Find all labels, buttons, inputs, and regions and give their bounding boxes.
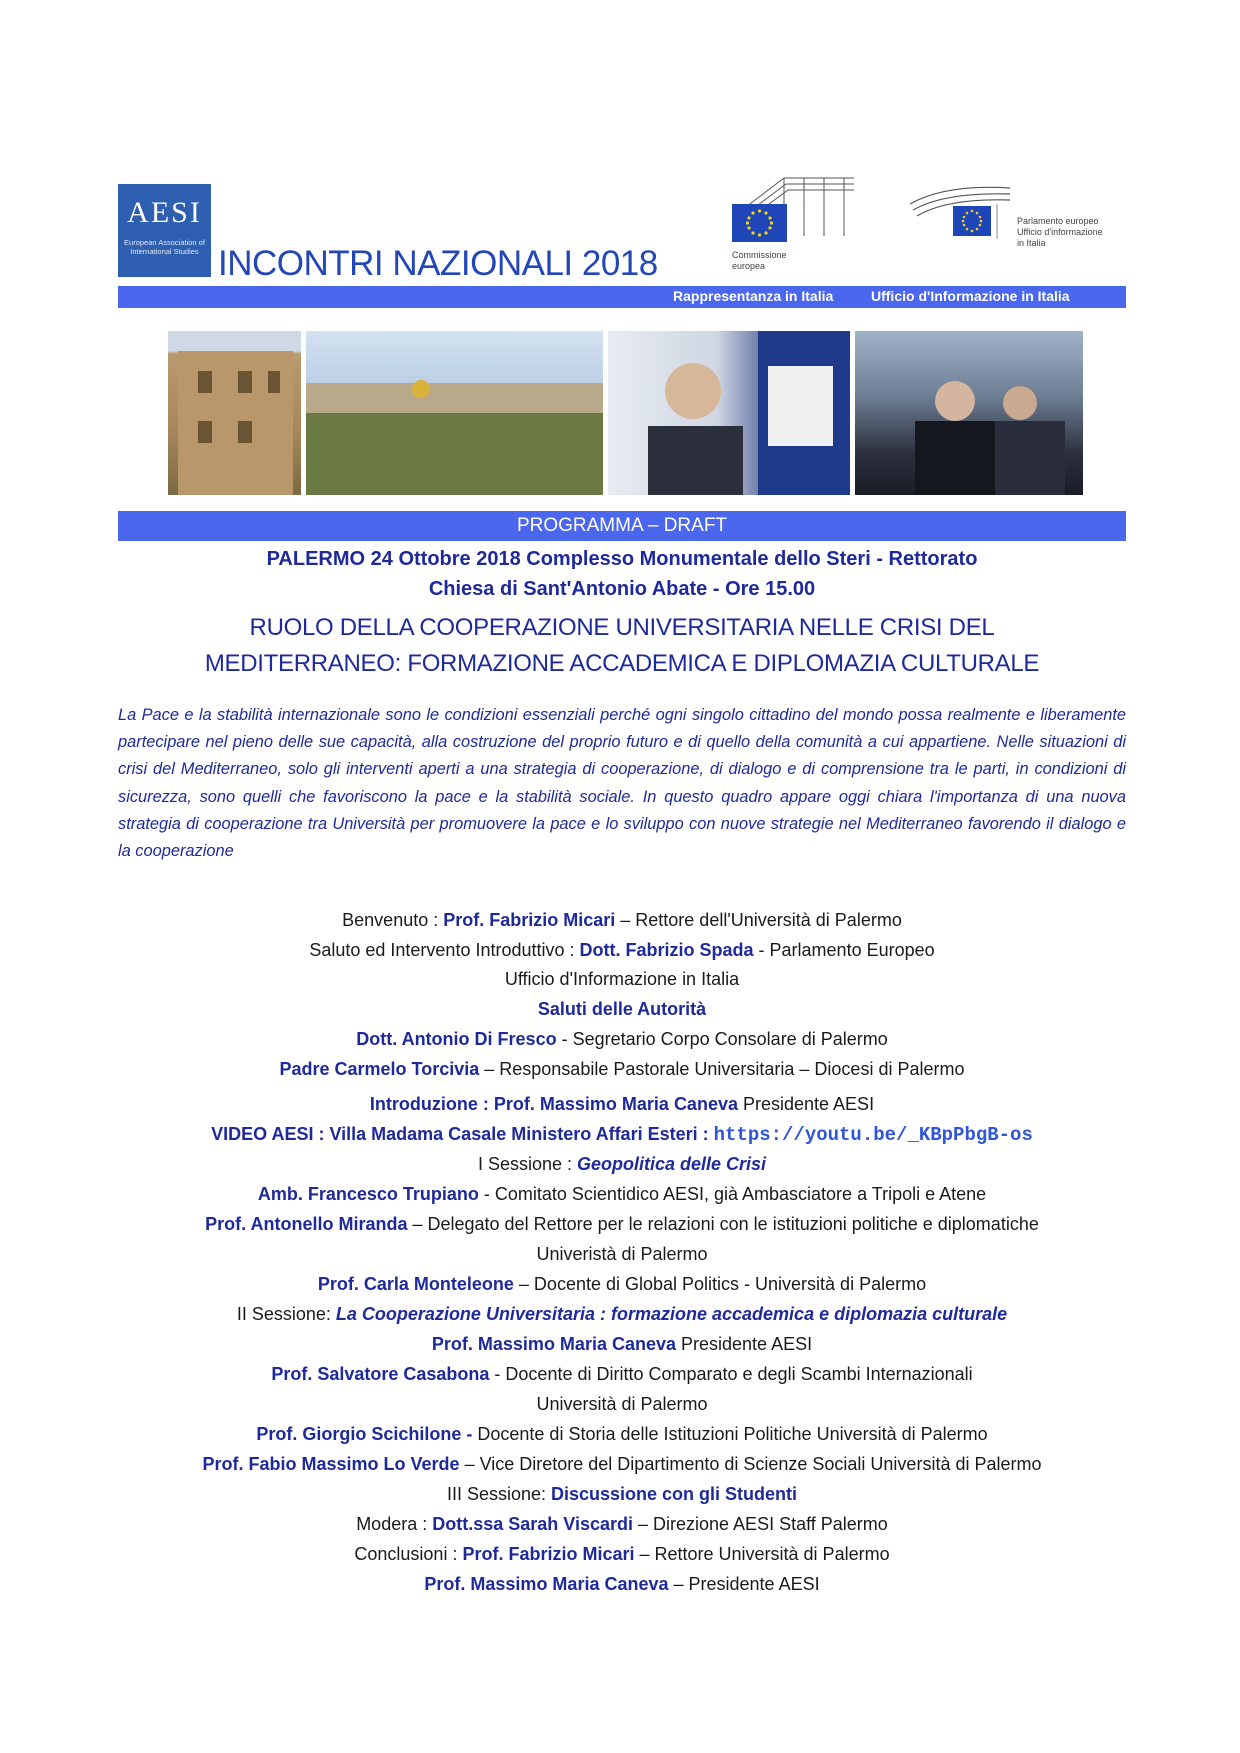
program-row-ufficio: Ufficio d'Informazione in Italia bbox=[504, 969, 740, 989]
program-row-torcivia: Padre Carmelo Torcivia – Responsabile Pastorale Universitaria – Diocesi di Palermo bbox=[279, 1059, 965, 1079]
program-row-sessione-2: II Sessione: La Cooperazione Universitaria : formazione accademica e diplomazia culturale bbox=[236, 1304, 1008, 1324]
band-right-label: Ufficio d'Informazione in Italia bbox=[871, 288, 1070, 304]
european-commission-logo bbox=[724, 176, 859, 276]
program-row-universita: Università di Palermo bbox=[536, 1394, 708, 1414]
crowd-photo-icon bbox=[855, 331, 1083, 495]
aesi-logo bbox=[118, 184, 211, 277]
program-row-sessione-3: III Sessione: Discussione con gli Studenti bbox=[446, 1484, 798, 1504]
location-line-1: PALERMO 24 Ottobre 2018 Complesso Monumentale dello Steri - Rettorato bbox=[266, 548, 978, 570]
steri-building-photo bbox=[168, 331, 301, 495]
program-row-caneva-final: Prof. Massimo Maria Caneva – Presidente AESI bbox=[424, 1574, 820, 1594]
program-row-miranda: Prof. Antonello Miranda – Delegato del Rettore per le relazioni con le istituzioni politiche e diplomatiche bbox=[205, 1214, 1039, 1234]
person-photo-icon bbox=[608, 331, 850, 495]
building-photo-icon bbox=[168, 331, 301, 495]
program-row-video: VIDEO AESI : Villa Madama Casale Ministero Affari Esteri : https://youtu.be/_KBpPbgB-os bbox=[211, 1124, 1033, 1146]
program-row-introduzione: Introduzione : Prof. Massimo Maria Caneva Presidente AESI bbox=[369, 1094, 875, 1114]
speaker-interview-photo bbox=[608, 331, 850, 495]
program-row-lo-verde: Prof. Fabio Massimo Lo Verde – Vice Diretore del Dipartimento di Scienze Sociali Università di Palermo bbox=[202, 1454, 1042, 1474]
program-row-univeristà: Univeristà di Palermo bbox=[536, 1244, 708, 1264]
program-row-sessione-1: I Sessione : Geopolitica delle Crisi bbox=[477, 1154, 767, 1174]
programma-band: PROGRAMMA – DRAFT bbox=[118, 511, 1126, 541]
program-row-monteleone: Prof. Carla Monteleone – Docente di Global Politics - Università di Palermo bbox=[317, 1274, 927, 1294]
band-left-label: Rappresentanza in Italia bbox=[673, 288, 834, 304]
ec-caption: Commissione europea bbox=[732, 250, 787, 271]
program-row-saluto: Saluto ed Intervento Introduttivo : Dott. Fabrizio Spada - Parlamento Europeo bbox=[309, 940, 935, 960]
program-row-di-fresco: Dott. Antonio Di Fresco - Segretario Corpo Consolare di Palermo bbox=[356, 1029, 888, 1049]
press-crowd-photo bbox=[855, 331, 1083, 495]
location-line-2: Chiesa di Sant'Antonio Abate - Ore 15.00 bbox=[428, 578, 816, 600]
aesi-logo-subtitle: European Association of International Studies bbox=[124, 238, 205, 256]
program-row-caneva: Prof. Massimo Maria Caneva Presidente AESI bbox=[431, 1334, 813, 1354]
video-link[interactable]: https://youtu.be/_KBpPbgB-os bbox=[713, 1124, 1033, 1146]
jerusalem-panorama-photo bbox=[306, 331, 603, 495]
program-row-modera: Modera : Dott.ssa Sarah Viscardi – Direzione AESI Staff Palermo bbox=[356, 1514, 888, 1534]
ep-caption-2: Ufficio d'informazione bbox=[1017, 227, 1103, 237]
aesi-logo-text: AESI bbox=[127, 196, 202, 229]
ep-caption-3: in Italia bbox=[1017, 238, 1046, 248]
program-row-casabona: Prof. Salvatore Casabona - Docente di Diritto Comparato e degli Scambi Internazionali bbox=[271, 1364, 973, 1384]
intro-paragraph: La Pace e la stabilità internazionale sono le condizioni essenziali perché ogni singolo cittadino del mondo possa realmente e liberamente partecipare nel pieno delle sue capacità, alla costruzione del proprio futuro e di quello della comunità a cui appartiene. Nelle situazioni di crisi del Mediterraneo, solo gli interventi aperti a una strategia di cooperazione, di dialogo e di comprensione tra le parti, in condizioni di sicurezza, sono quelli che favoriscono la pace e la stabilità sociale. In questo quadro appare oggi chiara l'importanza di una nuova strategia di cooperazione tra Università per promuovere la pace e lo sviluppo con nuove strategie nel Mediterraneo favorendo il dialogo e la cooperazione bbox=[118, 706, 1126, 861]
program-row-saluti-autorita: Saluti delle Autorità bbox=[537, 999, 707, 1019]
european-parliament-logo bbox=[905, 184, 1105, 264]
program-row-scichilone: Prof. Giorgio Scichilone - Docente di Storia delle Istituzioni Politiche Università di Palermo bbox=[256, 1424, 988, 1444]
program-row-conclusioni: Conclusioni : Prof. Fabrizio Micari – Rettore Università di Palermo bbox=[354, 1544, 890, 1564]
event-title-line-1: RUOLO DELLA COOPERAZIONE UNIVERSITARIA NELLE CRISI DEL bbox=[249, 614, 995, 641]
program-row-trupiano: Amb. Francesco Trupiano - Comitato Scientidico AESI, già Ambasciatore a Tripoli e Atene bbox=[257, 1184, 987, 1204]
page-title: INCONTRI NAZIONALI 2018 bbox=[218, 244, 658, 283]
program-row-benvenuto: Benvenuto : Prof. Fabrizio Micari – Rettore dell'Università di Palermo bbox=[342, 910, 902, 930]
ep-hemicycle-icon bbox=[905, 184, 1015, 244]
ep-caption-1: Parlamento europeo bbox=[1017, 216, 1099, 226]
city-photo-icon bbox=[306, 331, 603, 495]
event-title-line-2: MEDITERRANEO: FORMAZIONE ACCADEMICA E DIPLOMAZIA CULTURALE bbox=[204, 650, 1040, 677]
